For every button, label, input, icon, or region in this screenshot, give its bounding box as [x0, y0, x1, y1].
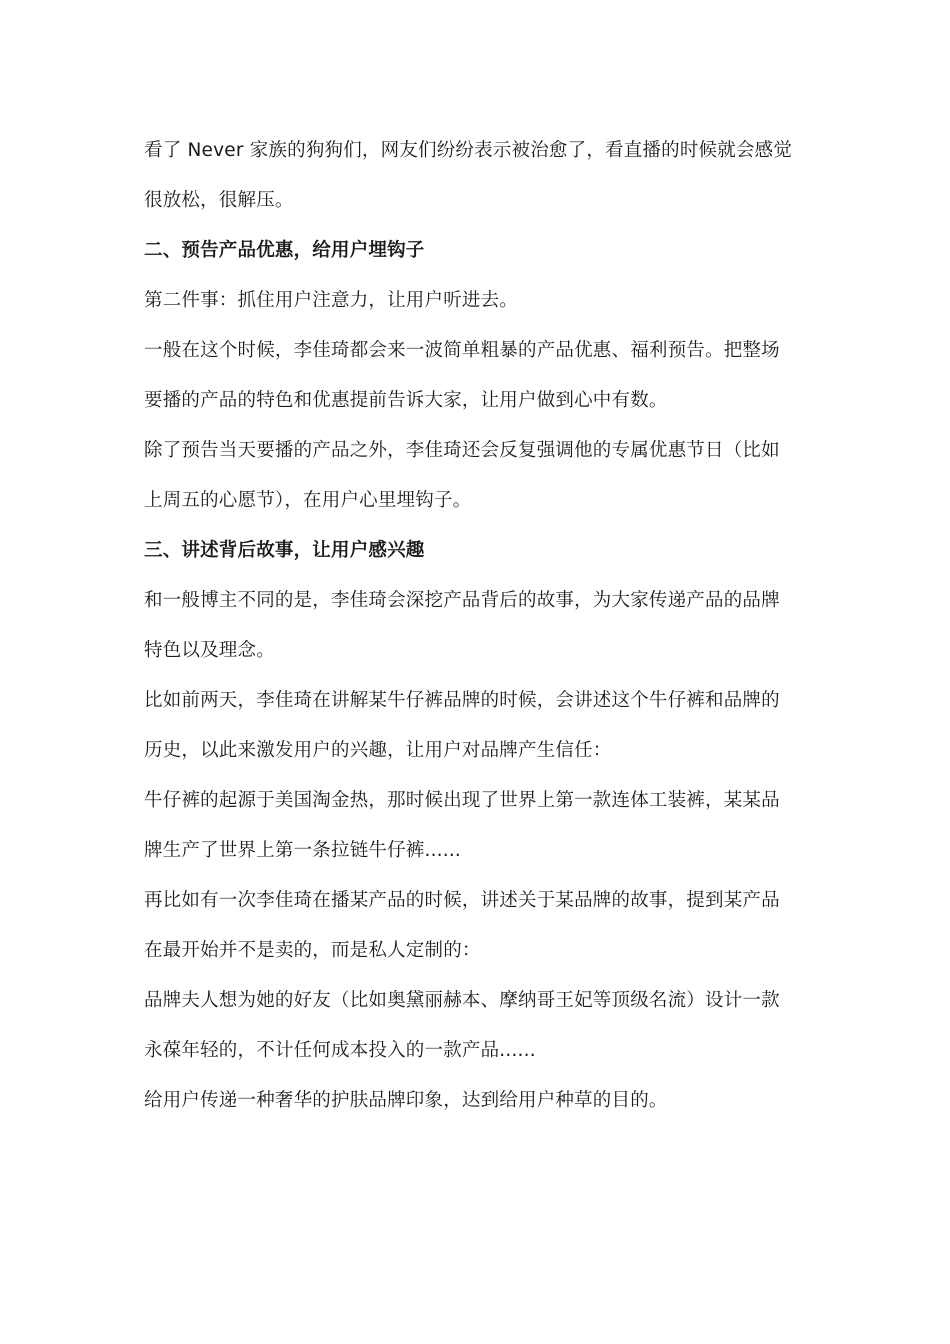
paragraph-line: 除了预告当天要播的产品之外，李佳琦还会反复强调他的专属优惠节日（比如 — [144, 440, 780, 461]
paragraph-line: 在最开始并不是卖的，而是私人定制的： — [144, 940, 481, 961]
paragraph-line: 永葆年轻的，不计任何成本投入的一款产品...... — [144, 1040, 536, 1061]
paragraph-line: 牌生产了世界上第一条拉链牛仔裤...... — [144, 840, 461, 861]
section-heading: 三、讲述背后故事，让用户感兴趣 — [144, 540, 425, 561]
paragraph-line: 牛仔裤的起源于美国淘金热，那时候出现了世界上第一款连体工装裤，某某品 — [144, 790, 780, 811]
paragraph-line: 给用户传递一种奢华的护肤品牌印象，达到给用户种草的目的。 — [144, 1090, 668, 1111]
paragraph-line: 上周五的心愿节），在用户心里埋钩子。 — [144, 490, 472, 511]
paragraph-line: 一般在这个时候，李佳琦都会来一波简单粗暴的产品优惠、福利预告。把整场 — [144, 340, 780, 361]
paragraph-line: 看了 Never 家族的狗狗们，网友们纷纷表示被治愈了，看直播的时候就会感觉 — [144, 140, 793, 161]
paragraph-line: 历史，以此来激发用户的兴趣，让用户对品牌产生信任： — [144, 740, 612, 761]
paragraph-line: 很放松，很解压。 — [144, 190, 294, 211]
document-body — [144, 126, 809, 1126]
paragraph-line: 和一般博主不同的是，李佳琦会深挖产品背后的故事，为大家传递产品的品牌 — [144, 590, 780, 611]
paragraph-line: 比如前两天，李佳琦在讲解某牛仔裤品牌的时候，会讲述这个牛仔裤和品牌的 — [144, 690, 780, 711]
paragraph-line: 要播的产品的特色和优惠提前告诉大家，让用户做到心中有数。 — [144, 390, 668, 411]
paragraph-line: 品牌夫人想为她的好友（比如奥黛丽赫本、摩纳哥王妃等顶级名流）设计一款 — [144, 990, 780, 1011]
paragraph-line: 再比如有一次李佳琦在播某产品的时候，讲述关于某品牌的故事，提到某产品 — [144, 890, 780, 911]
section-heading: 二、预告产品优惠，给用户埋钩子 — [144, 240, 425, 261]
paragraph-line: 特色以及理念。 — [144, 640, 275, 661]
paragraph-line: 第二件事：抓住用户注意力，让用户听进去。 — [144, 290, 519, 311]
